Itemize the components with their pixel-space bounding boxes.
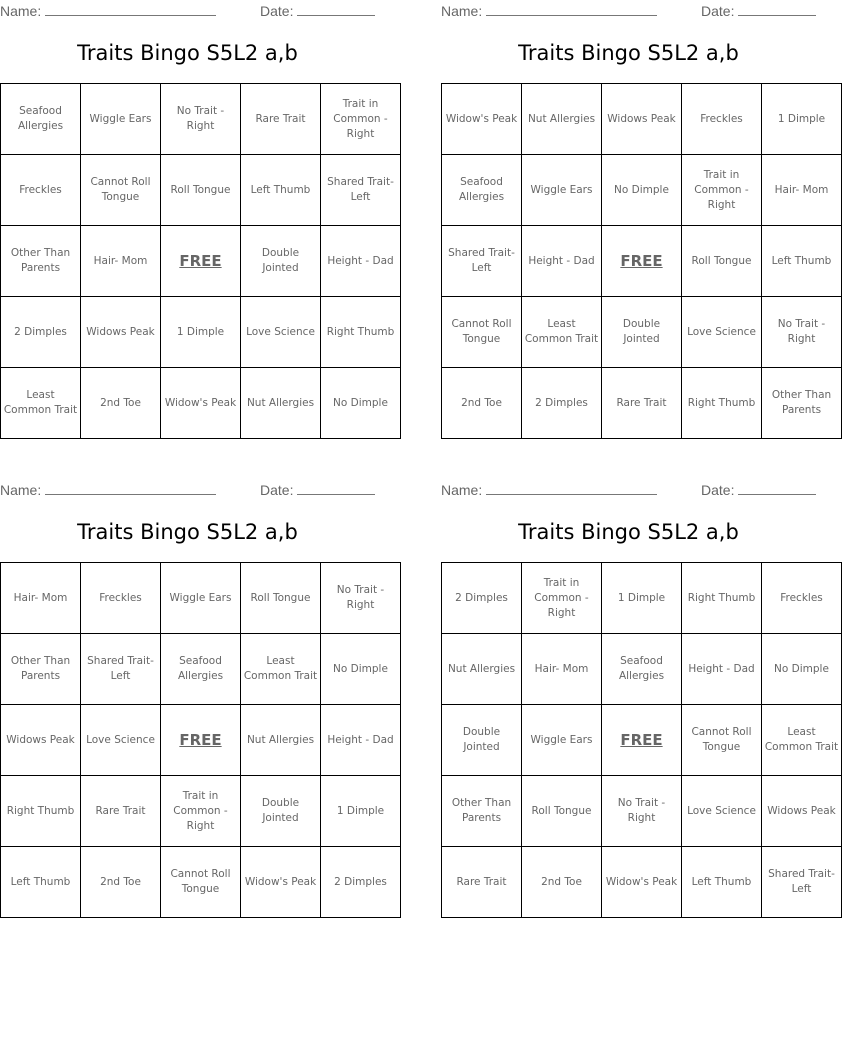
bingo-cell: No Dimple xyxy=(762,634,842,705)
date-blank-line xyxy=(738,2,816,16)
name-field[interactable] xyxy=(0,2,216,19)
bingo-cell: 2nd Toe xyxy=(81,368,161,439)
bingo-card-3 xyxy=(0,479,394,913)
bingo-cell: 2 Dimples xyxy=(442,563,522,634)
bingo-cell: Hair- Mom xyxy=(762,155,842,226)
grid-row xyxy=(442,297,842,368)
bingo-cell: Double Jointed xyxy=(602,297,682,368)
free-space: FREE xyxy=(161,226,241,297)
name-field[interactable] xyxy=(441,2,657,19)
bingo-cell: Wiggle Ears xyxy=(161,563,241,634)
bingo-cell: 2 Dimples xyxy=(522,368,602,439)
bingo-cell: Nut Allergies xyxy=(241,368,321,439)
bingo-cell: Double Jointed xyxy=(241,776,321,847)
bingo-cell: Hair- Mom xyxy=(1,563,81,634)
free-space: FREE xyxy=(161,705,241,776)
name-blank-line xyxy=(45,481,216,495)
bingo-cell: Right Thumb xyxy=(682,563,762,634)
bingo-cell: Roll Tongue xyxy=(241,563,321,634)
bingo-cell: Height - Dad xyxy=(522,226,602,297)
card-title: Traits Bingo S5L2 a,b xyxy=(518,41,739,65)
date-blank-line xyxy=(297,481,375,495)
bingo-cell: Rare Trait xyxy=(241,84,321,155)
bingo-cell: Widows Peak xyxy=(602,84,682,155)
bingo-cell: Wiggle Ears xyxy=(522,705,602,776)
date-label: Date: xyxy=(260,3,294,19)
bingo-cell: Right Thumb xyxy=(682,368,762,439)
bingo-cell: Cannot Roll Tongue xyxy=(81,155,161,226)
name-field[interactable] xyxy=(0,481,216,498)
bingo-cell: Height - Dad xyxy=(321,226,401,297)
bingo-cell: Trait in Common - Right xyxy=(321,84,401,155)
card-title: Traits Bingo S5L2 a,b xyxy=(77,520,298,544)
bingo-cell: Double Jointed xyxy=(241,226,321,297)
bingo-cell: 2 Dimples xyxy=(321,847,401,918)
card-title: Traits Bingo S5L2 a,b xyxy=(77,41,298,65)
bingo-cell: Nut Allergies xyxy=(241,705,321,776)
grid-row xyxy=(1,84,401,155)
bingo-cell: Shared Trait-Left xyxy=(321,155,401,226)
grid-row xyxy=(442,847,842,918)
bingo-cell: Trait in Common - Right xyxy=(522,563,602,634)
bingo-cell: 1 Dimple xyxy=(321,776,401,847)
grid-row xyxy=(442,634,842,705)
bingo-cell: 2nd Toe xyxy=(522,847,602,918)
grid-row xyxy=(442,705,842,776)
grid-row xyxy=(1,634,401,705)
card-header xyxy=(441,0,816,22)
free-space: FREE xyxy=(602,705,682,776)
grid-row xyxy=(1,368,401,439)
bingo-cell: Seafood Allergies xyxy=(161,634,241,705)
bingo-cell: Least Common Trait xyxy=(241,634,321,705)
bingo-cell: Other Than Parents xyxy=(1,634,81,705)
free-space: FREE xyxy=(602,226,682,297)
bingo-cell: No Dimple xyxy=(321,634,401,705)
bingo-cell: Roll Tongue xyxy=(682,226,762,297)
bingo-cell: 2nd Toe xyxy=(81,847,161,918)
bingo-cell: Widows Peak xyxy=(1,705,81,776)
bingo-cell: Other Than Parents xyxy=(1,226,81,297)
grid-row xyxy=(1,155,401,226)
bingo-cell: Cannot Roll Tongue xyxy=(682,705,762,776)
bingo-cell: Least Common Trait xyxy=(522,297,602,368)
name-label: Name: xyxy=(441,482,483,498)
name-label: Name: xyxy=(441,3,483,19)
bingo-cell: 1 Dimple xyxy=(602,563,682,634)
bingo-cell: Other Than Parents xyxy=(762,368,842,439)
bingo-cell: No Dimple xyxy=(602,155,682,226)
bingo-cell: Seafood Allergies xyxy=(1,84,81,155)
bingo-cell: Left Thumb xyxy=(682,847,762,918)
bingo-cell: Rare Trait xyxy=(442,847,522,918)
date-blank-line xyxy=(738,481,816,495)
bingo-cell: Widow's Peak xyxy=(241,847,321,918)
bingo-cell: Love Science xyxy=(682,297,762,368)
bingo-cell: Freckles xyxy=(81,563,161,634)
bingo-cell: No Trait - Right xyxy=(321,563,401,634)
bingo-cell: Seafood Allergies xyxy=(602,634,682,705)
grid-row xyxy=(1,563,401,634)
bingo-cell: Widow's Peak xyxy=(161,368,241,439)
bingo-cell: Right Thumb xyxy=(321,297,401,368)
bingo-cell: Wiggle Ears xyxy=(81,84,161,155)
bingo-cell: Widow's Peak xyxy=(442,84,522,155)
grid-row xyxy=(1,226,401,297)
bingo-cell: Height - Dad xyxy=(682,634,762,705)
date-field[interactable] xyxy=(701,2,816,19)
bingo-cell: Shared Trait-Left xyxy=(81,634,161,705)
bingo-cell: Shared Trait-Left xyxy=(442,226,522,297)
bingo-cell: Love Science xyxy=(81,705,161,776)
bingo-cell: Least Common Trait xyxy=(1,368,81,439)
bingo-cell: Love Science xyxy=(682,776,762,847)
bingo-cell: Trait in Common - Right xyxy=(682,155,762,226)
bingo-cell: Left Thumb xyxy=(762,226,842,297)
bingo-grid xyxy=(0,83,401,439)
bingo-cell: Double Jointed xyxy=(442,705,522,776)
bingo-cell: No Trait - Right xyxy=(602,776,682,847)
bingo-grid xyxy=(441,83,842,439)
grid-row xyxy=(442,368,842,439)
bingo-cell: Roll Tongue xyxy=(161,155,241,226)
name-blank-line xyxy=(486,481,657,495)
bingo-cell: Wiggle Ears xyxy=(522,155,602,226)
date-label: Date: xyxy=(701,482,735,498)
bingo-cell: Rare Trait xyxy=(602,368,682,439)
bingo-cell: Widows Peak xyxy=(762,776,842,847)
grid-row xyxy=(442,776,842,847)
name-label: Name: xyxy=(0,3,42,19)
bingo-cell: Nut Allergies xyxy=(522,84,602,155)
bingo-grid xyxy=(441,562,842,918)
bingo-cell: Other Than Parents xyxy=(442,776,522,847)
grid-row xyxy=(1,705,401,776)
bingo-card-2 xyxy=(441,0,832,434)
grid-row xyxy=(1,847,401,918)
bingo-cell: Love Science xyxy=(241,297,321,368)
date-field[interactable] xyxy=(260,481,375,498)
bingo-cell: Trait in Common - Right xyxy=(161,776,241,847)
bingo-cell: Cannot Roll Tongue xyxy=(442,297,522,368)
grid-row xyxy=(442,226,842,297)
bingo-cell: Hair- Mom xyxy=(522,634,602,705)
bingo-cell: Seafood Allergies xyxy=(442,155,522,226)
date-field[interactable] xyxy=(701,481,816,498)
grid-row xyxy=(1,297,401,368)
bingo-cell: No Trait - Right xyxy=(161,84,241,155)
bingo-cell: Rare Trait xyxy=(81,776,161,847)
card-header xyxy=(0,479,375,501)
grid-row xyxy=(442,84,842,155)
bingo-cell: Freckles xyxy=(762,563,842,634)
grid-row xyxy=(442,155,842,226)
card-header xyxy=(441,479,816,501)
bingo-cell: 2nd Toe xyxy=(442,368,522,439)
bingo-card-1 xyxy=(0,0,395,434)
bingo-cell: Shared Trait-Left xyxy=(762,847,842,918)
name-blank-line xyxy=(45,2,216,16)
date-blank-line xyxy=(297,2,375,16)
card-title: Traits Bingo S5L2 a,b xyxy=(518,520,739,544)
bingo-cell: Widows Peak xyxy=(81,297,161,368)
grid-row xyxy=(442,563,842,634)
bingo-cell: Freckles xyxy=(1,155,81,226)
bingo-cell: Left Thumb xyxy=(241,155,321,226)
bingo-cell: Right Thumb xyxy=(1,776,81,847)
date-label: Date: xyxy=(260,482,294,498)
bingo-cell: Hair- Mom xyxy=(81,226,161,297)
bingo-cell: Freckles xyxy=(682,84,762,155)
name-blank-line xyxy=(486,2,657,16)
bingo-cell: Nut Allergies xyxy=(442,634,522,705)
bingo-cell: No Trait - Right xyxy=(762,297,842,368)
grid-row xyxy=(1,776,401,847)
bingo-cell: Roll Tongue xyxy=(522,776,602,847)
bingo-grid xyxy=(0,562,401,918)
bingo-cell: 1 Dimple xyxy=(762,84,842,155)
bingo-cell: Left Thumb xyxy=(1,847,81,918)
bingo-cell: Cannot Roll Tongue xyxy=(161,847,241,918)
bingo-cell: Least Common Trait xyxy=(762,705,842,776)
date-field[interactable] xyxy=(260,2,375,19)
name-field[interactable] xyxy=(441,481,657,498)
name-label: Name: xyxy=(0,482,42,498)
date-label: Date: xyxy=(701,3,735,19)
bingo-cell: No Dimple xyxy=(321,368,401,439)
bingo-cell: 2 Dimples xyxy=(1,297,81,368)
bingo-cell: 1 Dimple xyxy=(161,297,241,368)
bingo-cell: Height - Dad xyxy=(321,705,401,776)
card-header xyxy=(0,0,375,22)
bingo-cell: Widow's Peak xyxy=(602,847,682,918)
bingo-card-4 xyxy=(441,479,839,913)
